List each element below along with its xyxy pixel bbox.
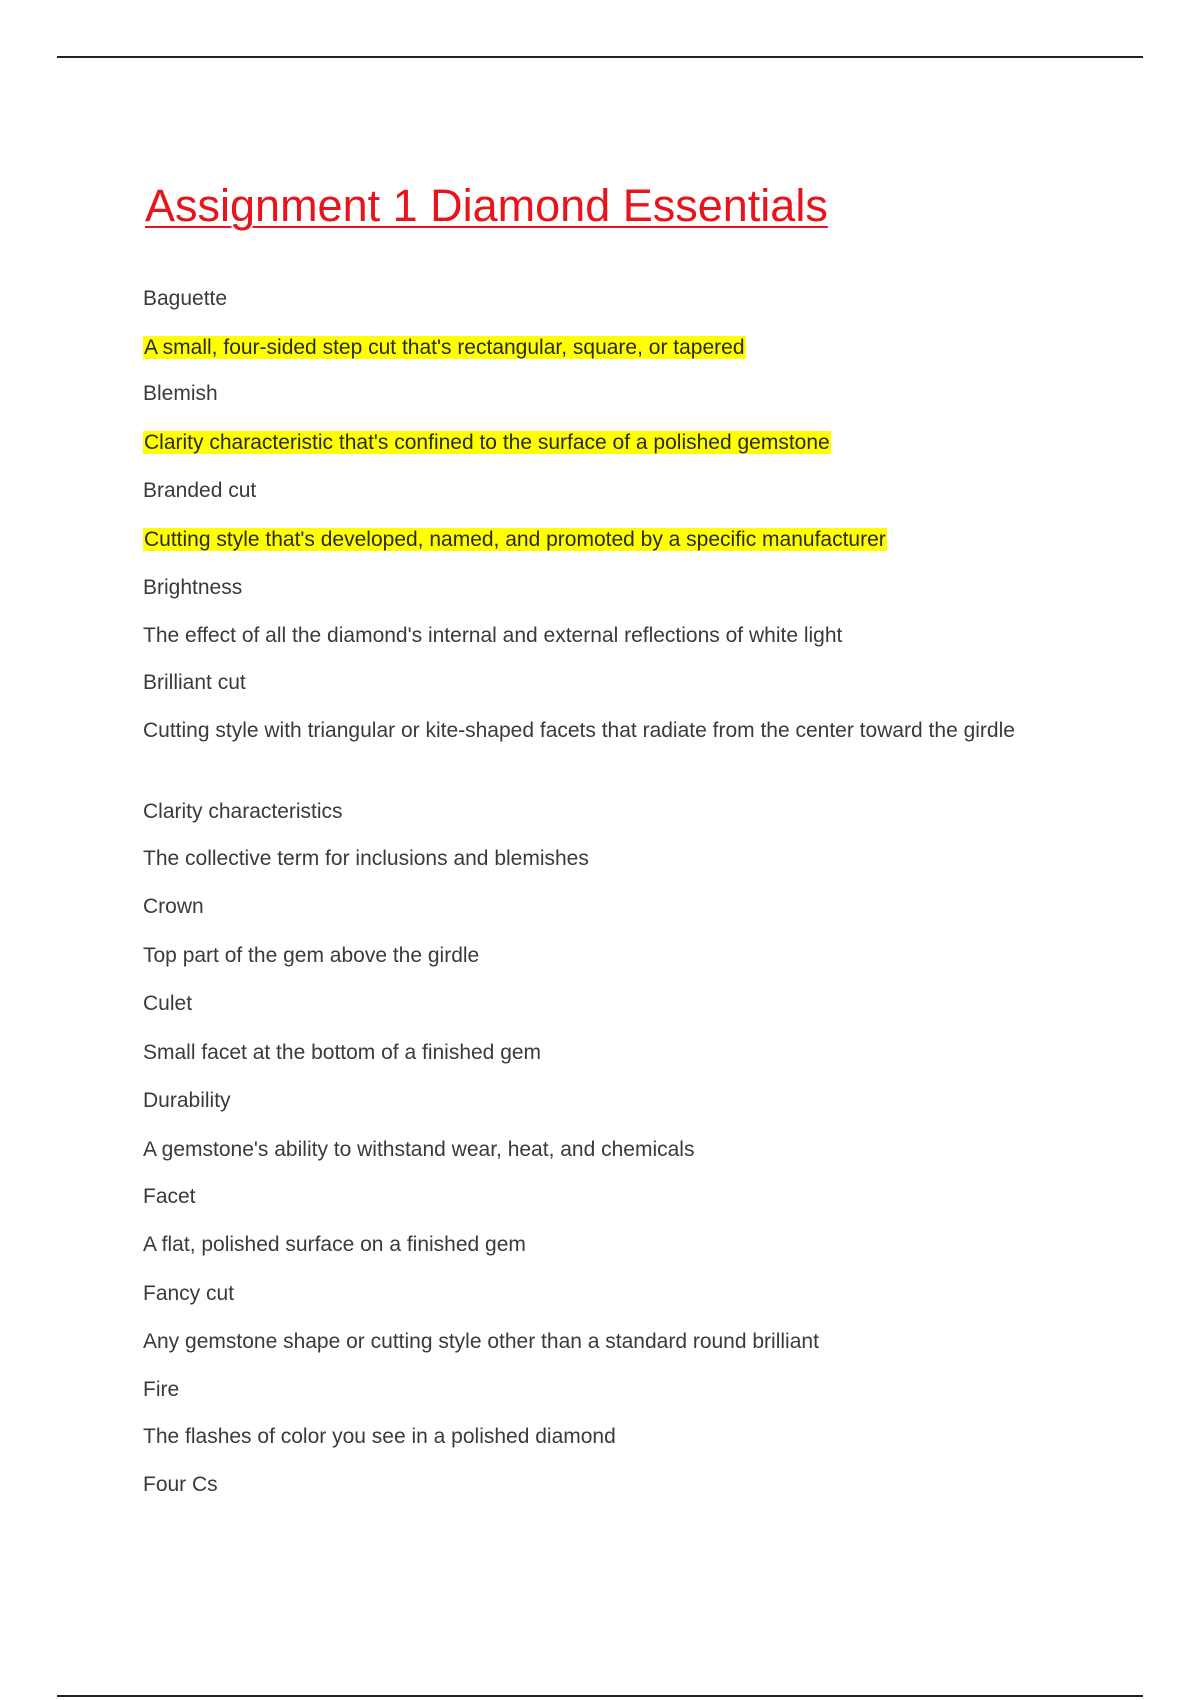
definition-facet: A flat, polished surface on a finished gem <box>143 1233 526 1256</box>
page-title: Assignment 1 Diamond Essentials <box>145 180 828 231</box>
term-four-cs: Four Cs <box>143 1473 218 1496</box>
highlighted-definition: Cutting style that's developed, named, and promoted by a specific manufacturer <box>144 528 886 551</box>
term-facet: Facet <box>143 1185 196 1208</box>
term-fire: Fire <box>143 1378 180 1401</box>
highlighted-definition: Clarity characteristic that's confined to the surface of a polished gemstone <box>144 431 830 454</box>
term-baguette: Baguette <box>143 287 228 310</box>
definition-durability: A gemstone's ability to withstand wear, heat, and chemicals <box>143 1138 695 1161</box>
term-blemish: Blemish <box>143 382 218 405</box>
definition-blemish <box>143 427 831 459</box>
bottom-rule <box>57 1695 1143 1697</box>
definition-culet: Small facet at the bottom of a finished gem <box>143 1041 542 1064</box>
definition-baguette <box>143 332 746 364</box>
top-rule <box>57 56 1143 58</box>
definition-brilliant-cut: Cutting style with triangular or kite-shaped facets that radiate from the center toward the girdle <box>143 719 1015 742</box>
term-durability: Durability <box>143 1089 231 1112</box>
term-clarity-characteristics: Clarity characteristics <box>143 800 343 823</box>
definition-branded-cut <box>143 524 887 556</box>
definition-crown: Top part of the gem above the girdle <box>143 944 480 967</box>
definition-brightness: The effect of all the diamond's internal and external reflections of white light <box>143 624 843 647</box>
definition-fancy-cut: Any gemstone shape or cutting style other than a standard round brilliant <box>143 1330 819 1353</box>
term-brightness: Brightness <box>143 576 243 599</box>
highlighted-definition: A small, four-sided step cut that's rectangular, square, or tapered <box>144 336 745 359</box>
term-culet: Culet <box>143 992 193 1015</box>
definition-fire: The flashes of color you see in a polished diamond <box>143 1425 616 1448</box>
term-brilliant-cut: Brilliant cut <box>143 671 246 694</box>
term-crown: Crown <box>143 895 204 918</box>
definition-clarity-characteristics: The collective term for inclusions and blemishes <box>143 847 589 870</box>
term-fancy-cut: Fancy cut <box>143 1282 235 1305</box>
term-branded-cut: Branded cut <box>143 479 257 502</box>
